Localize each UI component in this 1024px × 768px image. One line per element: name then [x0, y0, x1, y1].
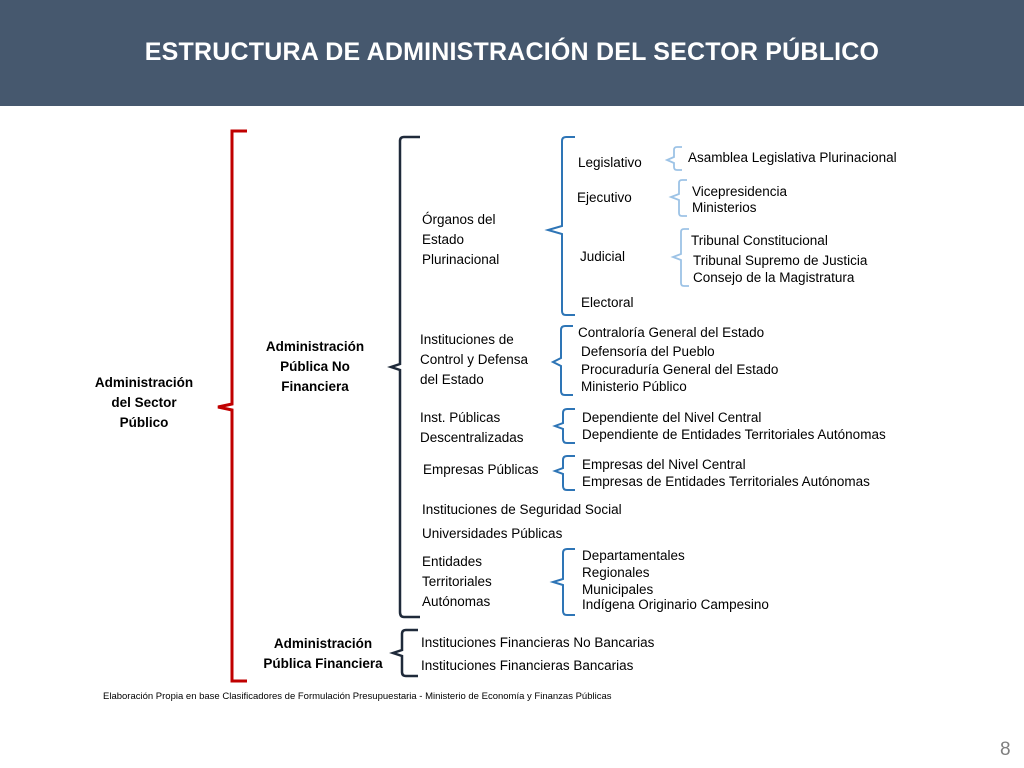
- organos-bracket: [548, 137, 575, 315]
- control-item: Contraloría General del Estado: [578, 325, 765, 340]
- territoriales-bracket: [553, 549, 575, 615]
- ejecutivo-label: Ejecutivo: [577, 190, 632, 205]
- no-financiera-label: Administración Pública No Financiera: [265, 339, 365, 394]
- universidades-label: Universidades Públicas: [422, 526, 563, 541]
- empresas-bracket: [555, 456, 575, 490]
- empresas-item: Empresas del Nivel Central: [582, 457, 746, 472]
- judicial-bracket: [673, 229, 689, 286]
- financiera-label: Administración Pública Financiera: [263, 636, 383, 671]
- ejecutivo-item: Ministerios: [692, 200, 757, 215]
- root-label: Administración del Sector Público: [94, 375, 194, 430]
- root-bracket: [218, 131, 247, 681]
- judicial-label: Judicial: [580, 249, 626, 264]
- descentralizadas-label: Inst. Públicas Descentralizadas: [420, 410, 524, 445]
- territoriales-item: Indígena Originario Campesino: [582, 597, 769, 612]
- territoriales-item: Departamentales: [582, 548, 685, 563]
- ejecutivo-bracket: [671, 180, 687, 216]
- control-label: Instituciones de Control y Defensa del Estado: [420, 332, 529, 387]
- control-item: Ministerio Público: [581, 379, 687, 394]
- descentralizadas-item: Dependiente del Nivel Central: [582, 410, 762, 425]
- territoriales-item: Regionales: [582, 565, 650, 580]
- fin-no-bancarias-label: Instituciones Financieras No Bancarias: [421, 635, 655, 650]
- legislativo-label: Legislativo: [578, 155, 642, 170]
- descentralizadas-bracket: [555, 409, 575, 443]
- fin-bancarias-label: Instituciones Financieras Bancarias: [421, 658, 634, 673]
- seguridad-social-label: Instituciones de Seguridad Social: [422, 502, 622, 517]
- ejecutivo-item: Vicepresidencia: [692, 184, 788, 199]
- organos-label: Órganos del Estado Plurinacional: [422, 212, 500, 267]
- source-footnote: Elaboración Propia en base Clasificadores de Formulación Presupuestaria - Ministerio de Economía y Finanzas Públicas: [103, 691, 612, 702]
- control-bracket: [553, 326, 573, 395]
- empresas-label: Empresas Públicas: [423, 462, 539, 477]
- legislativo-bracket: [667, 147, 682, 170]
- territoriales-label: Entidades Territoriales Autónomas: [422, 554, 492, 609]
- page-title: ESTRUCTURA DE ADMINISTRACIÓN DEL SECTOR PÚBLICO: [144, 38, 880, 66]
- judicial-item: Tribunal Supremo de Justicia: [693, 253, 868, 268]
- descentralizadas-item: Dependiente de Entidades Territoriales Autónomas: [582, 427, 886, 442]
- electoral-label: Electoral: [581, 295, 634, 310]
- judicial-item: Tribunal Constitucional: [691, 233, 828, 248]
- no-financiera-bracket: [391, 137, 420, 617]
- empresas-item: Empresas de Entidades Territoriales Autónomas: [582, 474, 870, 489]
- control-item: Procuraduría General del Estado: [581, 362, 779, 377]
- control-item: Defensoría del Pueblo: [581, 344, 715, 359]
- territoriales-item: Municipales: [582, 582, 654, 597]
- legislativo-item: Asamblea Legislativa Plurinacional: [688, 150, 897, 165]
- financiera-bracket: [393, 630, 418, 676]
- judicial-item: Consejo de la Magistratura: [693, 270, 855, 285]
- page-number: 8: [1000, 739, 1011, 760]
